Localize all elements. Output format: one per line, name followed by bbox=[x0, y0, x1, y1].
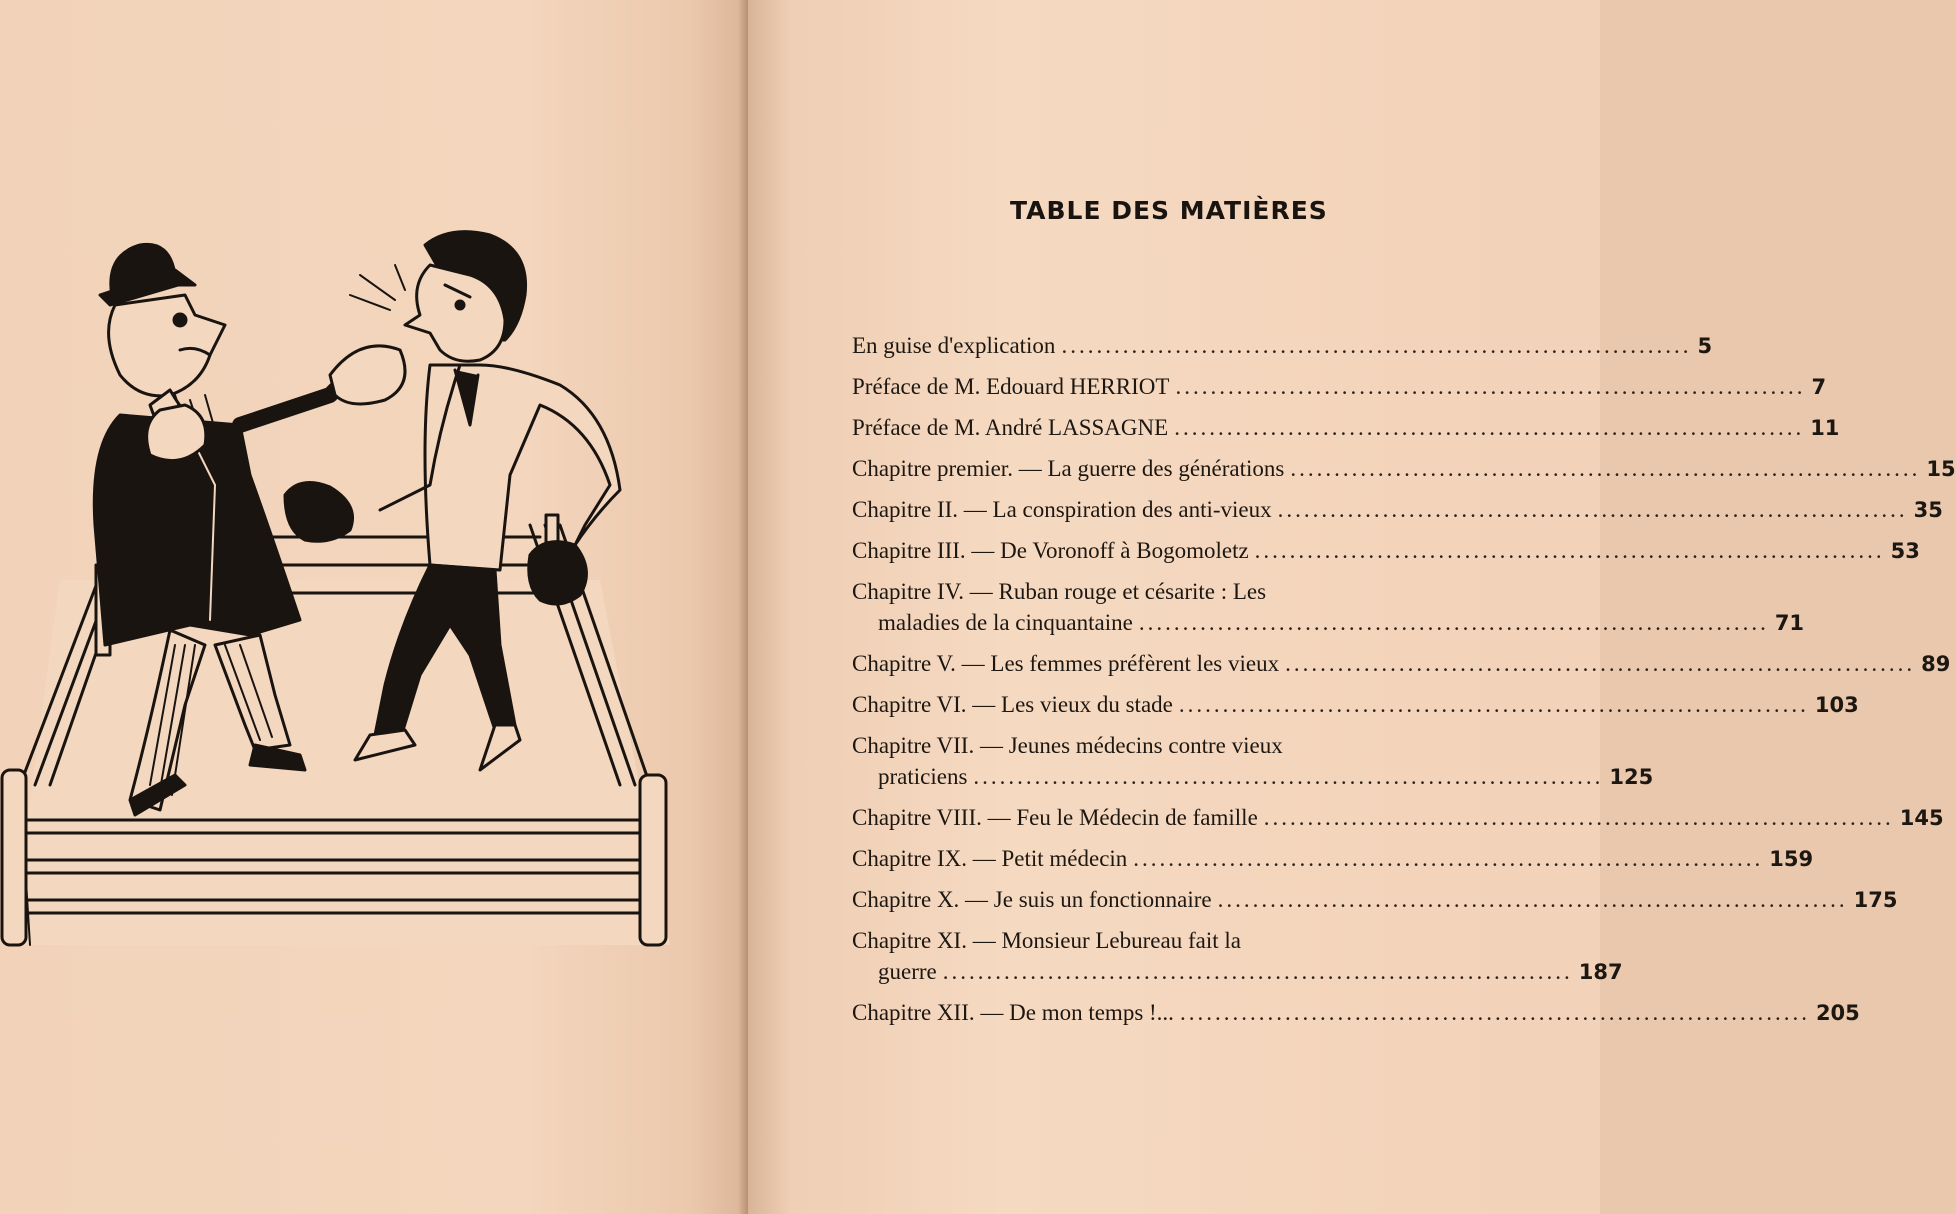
toc-entry-title-line1: Chapitre XI. — Monsieur Lebureau fait la bbox=[852, 928, 1241, 953]
toc-entry[interactable] bbox=[852, 730, 1654, 793]
toc-page-number: 11 bbox=[1810, 416, 1840, 440]
toc-entry-title: Chapitre II. — La conspiration des anti-vieux bbox=[852, 497, 1272, 522]
toc-page-number: 89 bbox=[1921, 652, 1951, 676]
toc-entry[interactable] bbox=[852, 925, 1623, 988]
dot-leader: ........................................................................ bbox=[942, 959, 1573, 984]
toc-page-number: 35 bbox=[1913, 498, 1943, 522]
toc-entry-title: Chapitre XII. — De mon temps !... bbox=[852, 1000, 1174, 1025]
toc-page-number: 205 bbox=[1815, 1001, 1860, 1025]
toc-entry-title: Chapitre X. — Je suis un fonctionnaire bbox=[852, 887, 1212, 912]
dot-leader: ........................................................................ bbox=[1263, 805, 1894, 830]
boxing-illustration bbox=[0, 225, 700, 985]
dot-leader: ........................................................................ bbox=[1179, 1000, 1810, 1025]
toc-entry[interactable] bbox=[852, 412, 1840, 444]
toc-page-number: 103 bbox=[1814, 693, 1859, 717]
toc-entry-title-line2: maladies de la cinquantaine bbox=[878, 610, 1133, 635]
dot-leader: ........................................................................ bbox=[1290, 456, 1921, 481]
left-page bbox=[0, 0, 748, 1214]
toc-page-number: 159 bbox=[1769, 847, 1814, 871]
toc-entry[interactable] bbox=[852, 997, 1860, 1029]
toc-page-number: 71 bbox=[1774, 611, 1805, 635]
dot-leader: ........................................................................ bbox=[1133, 846, 1764, 871]
dot-leader: ........................................................................ bbox=[1178, 692, 1809, 717]
toc-page-number: 53 bbox=[1890, 539, 1920, 563]
toc-entry-title: Chapitre VIII. — Feu le Médecin de famille bbox=[852, 805, 1258, 830]
toc-entry-title: Chapitre premier. — La guerre des générations bbox=[852, 456, 1285, 481]
toc-list bbox=[852, 330, 1956, 1038]
toc-entry-title: Chapitre III. — De Voronoff à Bogomoletz bbox=[852, 538, 1249, 563]
toc-entry[interactable] bbox=[852, 802, 1944, 834]
toc-entry[interactable] bbox=[852, 884, 1898, 916]
toc-entry-title-line1: Chapitre VII. — Jeunes médecins contre vieux bbox=[852, 733, 1283, 758]
dot-leader: ........................................................................ bbox=[1061, 333, 1692, 358]
dot-leader: ........................................................................ bbox=[973, 764, 1604, 789]
toc-entry-title-line2: praticiens bbox=[878, 764, 968, 789]
toc-entry-title: Préface de M. André LASSAGNE bbox=[852, 415, 1169, 440]
toc-entry[interactable] bbox=[852, 494, 1943, 526]
toc-page-number: 145 bbox=[1899, 806, 1944, 830]
toc-page-number: 15 bbox=[1926, 457, 1956, 481]
toc-entry[interactable] bbox=[852, 535, 1920, 567]
toc-page-number: 5 bbox=[1697, 334, 1713, 358]
toc-entry[interactable] bbox=[852, 689, 1859, 721]
toc-entry-title: Chapitre V. — Les femmes préfèrent les vieux bbox=[852, 651, 1280, 676]
toc-page-number: 187 bbox=[1578, 960, 1623, 984]
toc-page-number: 175 bbox=[1853, 888, 1898, 912]
dot-leader: ........................................................................ bbox=[1138, 610, 1769, 635]
toc-entry[interactable] bbox=[852, 371, 1827, 403]
toc-page-number: 125 bbox=[1609, 765, 1654, 789]
toc-entry-title: Préface de M. Edouard HERRIOT bbox=[852, 374, 1170, 399]
toc-entry-title: Chapitre IX. — Petit médecin bbox=[852, 846, 1128, 871]
toc-page-number: 7 bbox=[1811, 375, 1827, 399]
toc-entry[interactable] bbox=[852, 576, 1805, 639]
toc-heading: TABLE DES MATIÈRES bbox=[1010, 196, 1328, 225]
toc-entry[interactable] bbox=[852, 648, 1951, 680]
dot-leader: ........................................................................ bbox=[1254, 538, 1885, 563]
toc-entry-title-line1: Chapitre IV. — Ruban rouge et césarite : Les bbox=[852, 579, 1267, 604]
toc-entry[interactable] bbox=[852, 453, 1956, 485]
toc-entry[interactable] bbox=[852, 330, 1713, 362]
dot-leader: ........................................................................ bbox=[1277, 497, 1908, 522]
dot-leader: ........................................................................ bbox=[1285, 651, 1916, 676]
toc-entry[interactable] bbox=[852, 843, 1814, 875]
dot-leader: ........................................................................ bbox=[1217, 887, 1848, 912]
dot-leader: ........................................................................ bbox=[1174, 415, 1805, 440]
dot-leader: ........................................................................ bbox=[1175, 374, 1806, 399]
toc-entry-title-line2: guerre bbox=[878, 959, 937, 984]
toc-entry-title: En guise d'explication bbox=[852, 333, 1056, 358]
toc-entry-title: Chapitre VI. — Les vieux du stade bbox=[852, 692, 1173, 717]
